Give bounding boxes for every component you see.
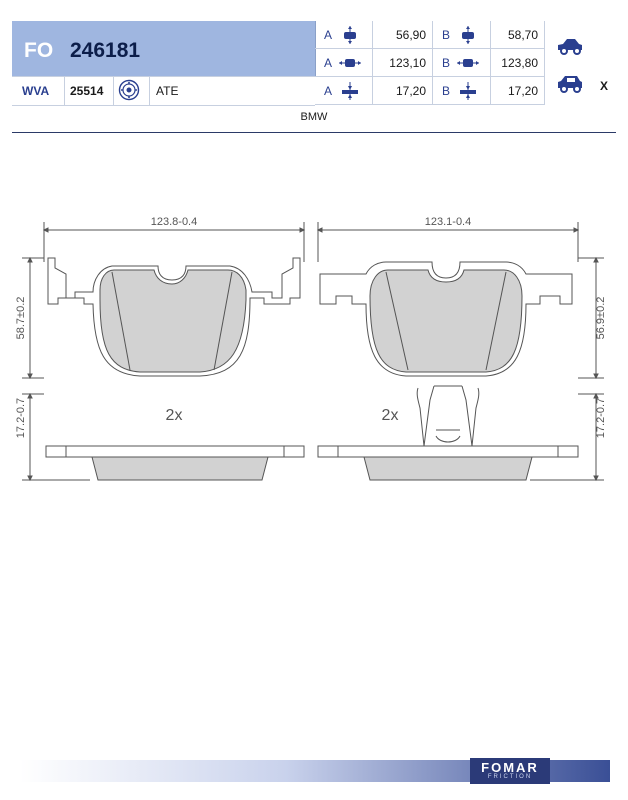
right-pad-side-view <box>318 386 604 480</box>
right-thickness-label: 17.2-0.7 <box>595 397 607 439</box>
logo-subtext: FRICTION <box>487 774 533 780</box>
fomar-logo <box>470 758 550 784</box>
left-pad-front-view <box>22 222 304 378</box>
dim-b-value-cell <box>491 21 545 49</box>
left-width-label: 123.8-0.4 <box>150 216 198 228</box>
pad-height-icon <box>339 26 361 44</box>
dim-a-label-cell <box>315 49 373 77</box>
dim-a-label-cell <box>315 21 373 49</box>
dim-a-value-cell <box>373 77 433 105</box>
dim-b-value-cell <box>491 49 545 77</box>
dim-b-value: 17,20 <box>507 84 538 98</box>
wva-number: 25514 <box>70 84 104 98</box>
pad-thickness-icon <box>339 82 361 100</box>
divider <box>64 77 65 105</box>
dim-a-label: A <box>324 84 333 98</box>
title-cell <box>12 21 316 76</box>
dim-a-value: 17,20 <box>395 84 426 98</box>
dim-b-label-cell <box>433 49 491 77</box>
rear-car-icon <box>555 73 585 95</box>
left-pad-side-view <box>22 394 304 480</box>
right-quantity-label: 2x <box>381 407 399 424</box>
divider <box>113 77 114 105</box>
manufacturer-name: ATE <box>156 84 179 98</box>
divider <box>149 77 150 105</box>
product-code: 246181 <box>70 39 141 62</box>
wva-row <box>12 76 315 106</box>
pad-width-icon <box>339 54 361 72</box>
dim-b-label-cell <box>433 77 491 105</box>
right-height-label: 56.9±0.2 <box>595 296 607 340</box>
left-height-label: 58.7±0.2 <box>15 296 27 340</box>
pad-height-icon <box>457 26 479 44</box>
dim-a-label: A <box>324 56 333 70</box>
pad-thickness-icon <box>457 82 479 100</box>
dim-b-label: B <box>442 56 451 70</box>
dim-b-value: 123,80 <box>501 56 538 70</box>
brake-disc-icon <box>118 79 140 101</box>
dim-a-value-cell <box>373 49 433 77</box>
wva-label: WVA <box>22 84 50 98</box>
dim-b-value: 58,70 <box>507 28 538 42</box>
dim-b-label-cell <box>433 21 491 49</box>
pad-width-icon <box>457 54 479 72</box>
dim-b-label: B <box>442 28 451 42</box>
front-car-icon <box>555 35 585 57</box>
product-prefix: FO <box>24 39 54 62</box>
vehicle-brand: BMW <box>300 111 328 123</box>
left-quantity-label: 2x <box>165 407 183 424</box>
dim-b-label: B <box>442 84 451 98</box>
dimension-grid <box>315 21 545 105</box>
right-pad-front-view <box>318 222 604 378</box>
dim-a-value: 123,10 <box>389 56 426 70</box>
right-width-label: 123.1-0.4 <box>424 216 472 228</box>
logo-text: FOMAR <box>481 760 539 775</box>
fitment-cell <box>545 21 616 105</box>
dim-a-label: A <box>324 28 333 42</box>
dim-a-label-cell <box>315 77 373 105</box>
brake-pad-drawing <box>0 200 628 500</box>
dim-a-value: 56,90 <box>395 28 426 42</box>
rear-fitment-mark: X <box>600 79 609 93</box>
dim-a-value-cell <box>373 21 433 49</box>
brand-underline <box>12 132 616 133</box>
left-thickness-label: 17.2-0.7 <box>15 397 27 439</box>
dim-b-value-cell <box>491 77 545 105</box>
spec-header <box>12 21 616 105</box>
